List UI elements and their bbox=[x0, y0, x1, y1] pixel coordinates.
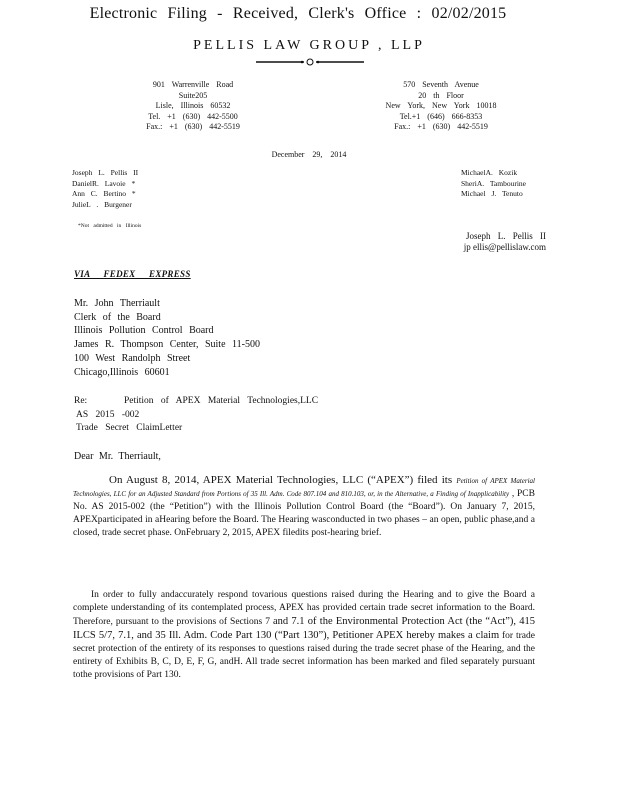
admission-note: *Not admitted in Illinois bbox=[78, 223, 142, 229]
signer-name: Joseph L. Pellis II bbox=[466, 231, 546, 241]
signer-block bbox=[444, 231, 546, 253]
phone-number: Tel. +1 (630) 442-5500 bbox=[148, 111, 238, 121]
address-new-york bbox=[376, 80, 506, 133]
address-line: 20 th Floor bbox=[418, 90, 464, 100]
attorney-name: DanielR. Lavoie * bbox=[72, 178, 136, 188]
paragraph-text: for trade secret protection of the entirety of its responses to questions raised during the trade secret phase of the Hearing, and the entirety of Exhibits B, C, D, E, F, G, andH. All trade secret information has been marked and filed separately pursuant tothe provisions of Part 130. bbox=[73, 631, 535, 680]
address-line: 570 Seventh Avenue bbox=[403, 80, 479, 89]
letter-date: December 29, 2014 bbox=[271, 150, 347, 159]
address-line: Suite205 bbox=[178, 90, 208, 100]
attorney-name: Ann C. Bertino * bbox=[72, 189, 136, 198]
subject-text: Petition of APEX Material Technologies,LLC bbox=[123, 396, 319, 406]
recipient-line: James R. Thompson Center, Suite 11-500 bbox=[74, 339, 260, 351]
attorney-list-right bbox=[461, 168, 526, 200]
filing-stamp: Electronic Filing - Received, Clerk's Office : 02/02/2015 bbox=[89, 5, 507, 22]
recipient-address bbox=[74, 297, 260, 379]
attorney-name: Joseph L. Pellis II bbox=[72, 168, 139, 177]
recipient-line: Mr. John Therriault bbox=[74, 298, 160, 309]
address-lisle bbox=[134, 80, 252, 133]
attorney-list-left bbox=[72, 168, 138, 210]
subject-title: Trade Secret ClaimLetter bbox=[76, 423, 183, 433]
attorney-name: MichaelA. Kozik bbox=[461, 168, 518, 177]
signer-email[interactable]: jp ellis@pellislaw.com bbox=[463, 242, 546, 252]
paragraph-text: , PCB No. AS 2015-002 (the “Petition”) with the Illinois Pollution Control Board (the “Board”). On January 7, 2015, APEXparticipated in aHearing before the Board. The Hearing wasconducted in two phases – an open, public phase,and a closed, trade secret phase. OnFebruary 2, 2015, APEX filedits post-hearing brief. bbox=[73, 489, 535, 538]
recipient-line: 100 West Randolph Street bbox=[74, 352, 191, 364]
recipient-line: Illinois Pollution Control Board bbox=[74, 325, 214, 337]
body-paragraph-1 bbox=[73, 474, 535, 540]
subject-case-number: AS 2015 -002 bbox=[76, 409, 140, 420]
address-line: New York, New York 10018 bbox=[385, 101, 497, 110]
paragraph-text: In order to fully andaccurately respond tovarious questions raised during the Hearing and to give the Board a complete understanding of its contemplated process, APEX has provided certain trade secret information to the Board. Therefore, pursuant to the provisions of Sections 7 bbox=[73, 590, 535, 627]
address-line: 901 Warrenville Road bbox=[152, 80, 234, 89]
paragraph-lead: On August 8, 2014, APEX Material Technologies, LLC (“APEX”) filed its bbox=[109, 474, 457, 486]
delivery-method: VIA FEDEX EXPRESS bbox=[74, 269, 191, 279]
salutation: Dear Mr. Therriault, bbox=[74, 451, 161, 462]
recipient-line: Clerk of the Board bbox=[74, 311, 161, 323]
fax-number: Fax.: +1 (630) 442-5519 bbox=[394, 122, 488, 131]
recipient-line: Chicago,Illinois 60601 bbox=[74, 366, 170, 378]
attorney-name: SheriA. Tambourine bbox=[461, 178, 526, 188]
attorney-name: Michael J. Tenuto bbox=[461, 189, 523, 198]
phone-number: Tel.+1 (646) 666-8353 bbox=[399, 111, 483, 121]
ornament-divider bbox=[254, 57, 366, 67]
re-label: Re: bbox=[74, 396, 88, 406]
subject-block bbox=[74, 395, 318, 436]
firm-name: PELLIS LAW GROUP , LLP bbox=[193, 38, 425, 53]
petition-title: Petition of APEX Material Technologies, LLC for an Adjusted Standard from Portions of 35 Ill. Adm. Code 807.104 and 810.103, or, in the Alternative, a Finding of Inapplicability bbox=[73, 477, 535, 498]
attorney-name: JulieL . Burgener bbox=[72, 199, 132, 209]
fax-number: Fax.: +1 (630) 442-5519 bbox=[146, 122, 240, 131]
paragraph-emphasis: and 7.1 of the Environmental Protection Act (the “Act”), 415 ILCS 5/7, 7.1, and 35 Ill. Adm. Code Part 130 (“Part 130”), Petitioner APEX hereby makes a claim bbox=[73, 616, 535, 641]
address-line: Lisle, Illinois 60532 bbox=[155, 101, 231, 110]
subject-line-1 bbox=[74, 395, 318, 409]
body-paragraph-2 bbox=[73, 589, 535, 682]
